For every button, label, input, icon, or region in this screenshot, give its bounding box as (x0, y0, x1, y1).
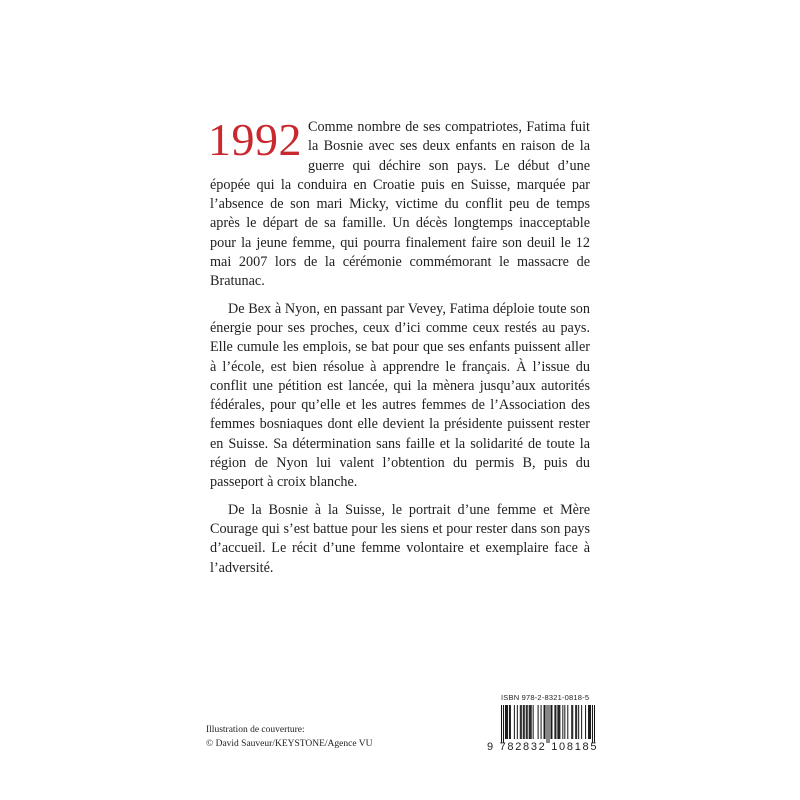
barcode-bar (541, 705, 542, 739)
summary-paragraph-2: De Bex à Nyon, en passant par Vevey, Fatima déploie toute son énergie pour ses proches, ceux d’ici comme ceux restés au pays. Elle cumule les emplois, se bat pour que ses enfants puissent aller à l’école, est bien résolue à apprendre le français. À l’issue du conflit une pétition est lancée, qui la mènera jusqu’aux autorités fédérales, pour qu’elle et les autres femmes de l’Association des femmes bosniaques dont elle devient la présidente puissent rester en Suisse. Sa détermination sans faille et la solidarité de toute la région de Nyon lui valent l’obtention du permis B, puis du passeport à croix blanche. (210, 300, 590, 491)
barcode-bar (514, 705, 515, 739)
barcode-bar (545, 705, 546, 739)
barcode-bar (503, 705, 504, 743)
barcode-bar (523, 705, 524, 739)
isbn-barcode (487, 693, 597, 757)
barcode-bar (548, 705, 549, 743)
back-cover-summary (208, 114, 590, 578)
barcode-bar (506, 705, 507, 739)
barcode-bar (533, 705, 534, 739)
barcode-bar (507, 705, 508, 739)
barcode-bar (529, 705, 530, 739)
barcode-bar (557, 705, 558, 739)
barcode-bar (567, 705, 568, 739)
summary-paragraph-1 (208, 114, 590, 292)
barcode-bar (505, 705, 506, 739)
barcode-bar (590, 705, 591, 739)
barcode-bar (572, 705, 573, 739)
barcode-bar (538, 705, 539, 739)
barcode-bar (550, 705, 551, 739)
barcode-bar (555, 705, 556, 739)
credit-author: © David Sauveur/KEYSTONE/Agence VU (206, 739, 373, 749)
barcode-bar (559, 705, 560, 739)
barcode-bar (544, 705, 545, 739)
summary-paragraph-3: De la Bosnie à la Suisse, le portrait d’une femme et Mère Courage qui s’est battue pour les siens et pour rester dans son pays d’accueil. Le récit d’une femme volontaire et exemplaire face à l’adversité. (210, 501, 590, 576)
barcode-bar (571, 705, 572, 739)
barcode-digits: 9 782832 108185 (487, 741, 599, 753)
barcode-bar (554, 705, 555, 739)
barcode-bar (594, 705, 595, 743)
cover-illustration-credit (206, 723, 373, 751)
barcode-bar (588, 705, 589, 739)
barcode-bar (547, 705, 548, 743)
year-heading: 1992 (208, 114, 302, 165)
barcode-bar (564, 705, 565, 739)
barcode-bar (510, 705, 511, 739)
barcode-bar (517, 705, 518, 739)
barcode-bar (562, 705, 563, 739)
barcode-bar (521, 705, 522, 739)
barcode-bar (578, 705, 579, 739)
barcode-bar (585, 705, 586, 739)
barcode-bar (527, 705, 528, 739)
barcode-bar (551, 705, 552, 739)
summary-paragraph-1-text: Comme nombre de ses compatriotes, Fatima fuit la Bosnie avec ses deux enfants en raison de la guerre qui déchire son pays. Le début d’une épopée qui la conduira en Croatie puis en Suisse, marquée par l’absence de son mari Micky, victime du conflit peu de temps après le départ de sa famille. Un décès longtemps inacceptable pour la jeune femme, qui pourra finalement faire son deuil le 12 mai 2007 lors de la cérémonie commémorant le massacre de Bratunac. (210, 119, 590, 290)
barcode-bar (581, 705, 582, 739)
barcode-bar (531, 705, 532, 739)
barcode-bar (509, 705, 510, 739)
barcode-bar (520, 705, 521, 739)
barcode-bar (558, 705, 559, 739)
credit-title: Illustration de couverture: (206, 725, 305, 735)
barcode-bar (589, 705, 590, 739)
barcode-bar (575, 705, 576, 739)
barcode-bar (530, 705, 531, 739)
barcode-bar (524, 705, 525, 739)
barcode-bars (501, 705, 595, 743)
barcode-bar (526, 705, 527, 739)
barcode-bar (576, 705, 577, 739)
barcode-bar (501, 705, 502, 743)
barcode-bar (592, 705, 593, 743)
isbn-label: ISBN 978-2-8321-0818-5 (501, 693, 590, 702)
